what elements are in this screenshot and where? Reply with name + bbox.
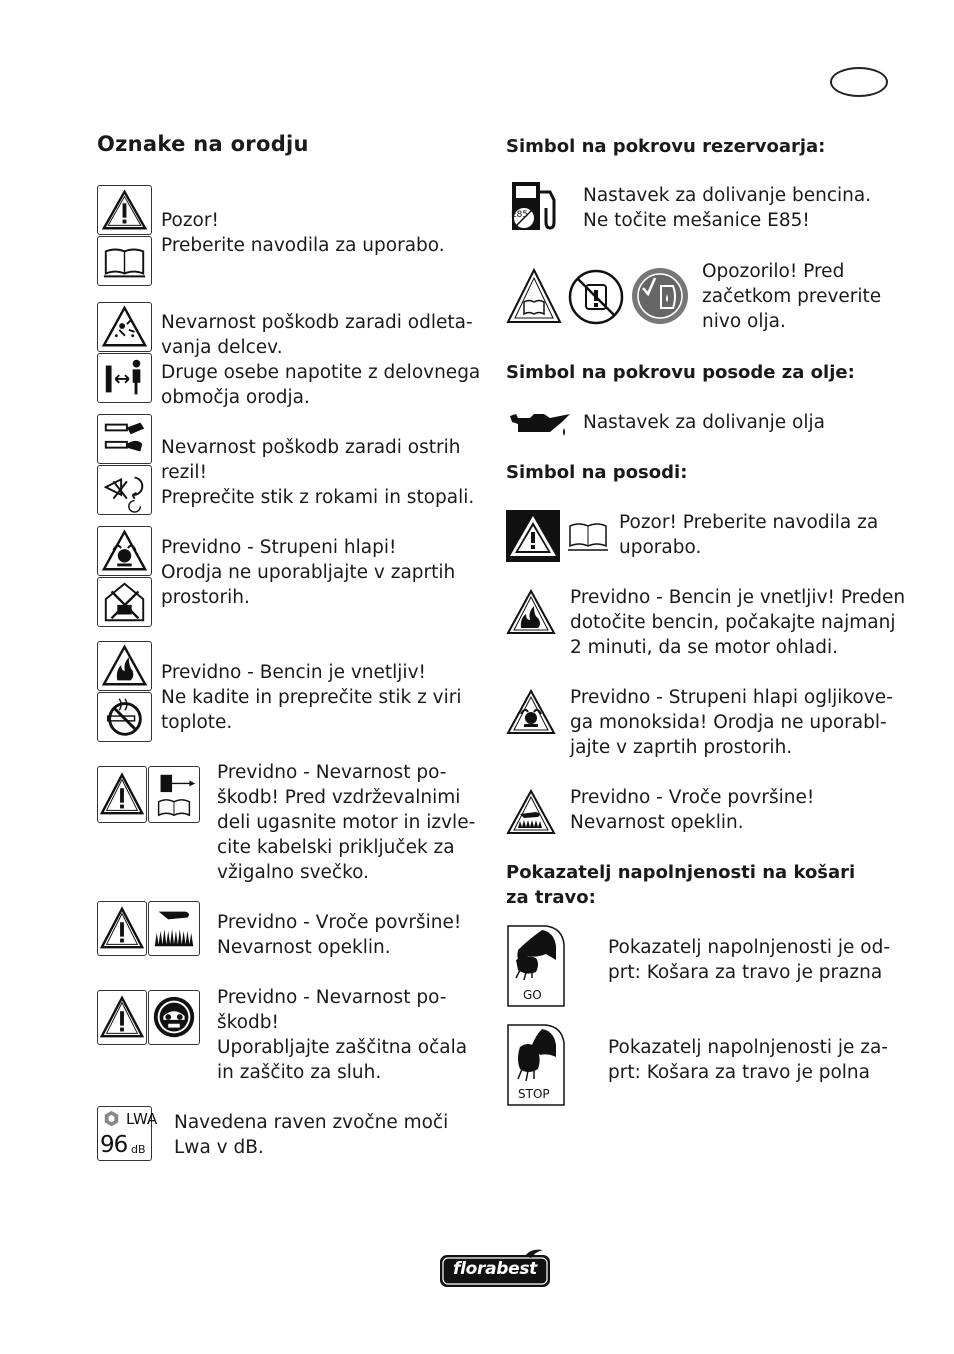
sound-value: 96 (100, 1132, 128, 1158)
section-heading-tank-cap: Simbol na pokrovu rezervoarja: (506, 136, 826, 157)
no-indoor-use-icon (97, 577, 152, 627)
warning-manual-icon (506, 266, 562, 326)
warning-triangle-icon (97, 901, 147, 956)
spark-plug-manual-icon (148, 766, 200, 823)
brand-logo-text: florabest (452, 1259, 537, 1279)
symbol-description: Previdno - Bencin je vnetljiv! Preden dotočite bencin, počakajte najmanj 2 minuti, da se motor ohladi. (570, 587, 906, 658)
section-heading-tool-symbols: Oznake na orodju (97, 132, 309, 156)
symbol-description: Previdno - Strupeni hlapi! Orodja ne uporabljajte v zaprtih prostorih. (161, 537, 456, 608)
symbol-description: Nastavek za dolivanje olja (583, 412, 825, 433)
symbol-description: Nevarnost poškodb zaradi odleta- vanja delcev. Druge osebe napotite z delovnega območja orodja. (161, 312, 481, 408)
fill-indicator-go-label: GO (523, 988, 542, 1002)
section-heading-oil-cap: Simbol na pokrovu posode za olje: (506, 362, 855, 383)
symbol-description: Pozor! Preberite navodila za uporabo. (161, 210, 445, 256)
symbol-description: Previdno - Strupeni hlapi ogljikove- ga monoksida! Orodja ne uporabl- jajte v zaprtih prostorih. (570, 687, 893, 758)
symbol-description: Navedena raven zvočne moči Lwa v dB. (174, 1112, 449, 1158)
symbol-description: Nastavek za dolivanje bencina. Ne točite mešanice E85! (583, 185, 872, 231)
no-smoking-icon (97, 692, 152, 742)
eye-ear-protection-icon (148, 990, 200, 1045)
oil-can-icon (506, 408, 574, 438)
language-badge (830, 67, 888, 97)
warning-triangle-icon (97, 766, 147, 823)
oil-level-check-icon (631, 266, 689, 326)
e85-label: E85 (511, 210, 529, 220)
section-heading-fill-indicator: Pokazatelj napolnjenosti na košari za travo: (506, 862, 856, 908)
sound-unit: dB (131, 1143, 146, 1156)
no-oil-mix-icon (567, 268, 625, 326)
hot-surface-icon (506, 788, 556, 836)
fuel-pump-icon (506, 178, 562, 234)
symbol-description: Nevarnost poškodb zaradi ostrih rezil! Preprečite stik z rokami in stopali. (161, 437, 475, 508)
section-heading-container: Simbol na posodi: (506, 462, 688, 483)
symbol-description: Pozor! Preberite navodila za uporabo. (619, 512, 879, 558)
flying-debris-icon (97, 302, 152, 352)
warning-triangle-icon (506, 510, 560, 562)
symbol-description: Previdno - Vroče površine! Nevarnost opeklin. (217, 912, 462, 958)
hot-surface-icon (148, 901, 200, 956)
blade-foot-icon (97, 465, 152, 515)
symbol-description: Previdno - Nevarnost po- škodb! Pred vzdrževalnimi deli ugasnite motor in izvle- cite kabelski priključek za vžigalno svečko. (217, 762, 476, 883)
flammable-icon (97, 641, 152, 691)
manual-book-icon (566, 520, 610, 554)
symbol-description: Opozorilo! Pred začetkom preverite nivo olja. (702, 261, 882, 332)
symbol-description: Pokazatelj napolnjenosti je za- prt: Košara za travo je polna (608, 1037, 888, 1083)
toxic-fumes-icon (506, 688, 556, 736)
blade-hand-icon (97, 414, 152, 464)
symbol-description: Pokazatelj napolnjenosti je od- prt: Košara za travo je prazna (608, 937, 890, 983)
manual-book-icon (97, 236, 152, 286)
sound-lwa-label: LWA (126, 1110, 158, 1128)
symbol-description: Previdno - Vroče površine! Nevarnost opeklin. (570, 787, 815, 833)
keep-bystanders-away-icon (97, 353, 152, 403)
warning-triangle-icon (97, 990, 147, 1045)
flammable-icon (506, 588, 556, 636)
symbol-description: Previdno - Bencin je vnetljiv! Ne kadite in preprečite stik z viri toplote. (161, 662, 462, 733)
fill-indicator-stop-label: STOP (518, 1087, 550, 1101)
symbol-description: Previdno - Nevarnost po- škodb! Uporabljajte zaščitna očala in zaščito za sluh. (217, 987, 468, 1083)
warning-triangle-icon (97, 185, 152, 235)
toxic-fumes-icon (97, 526, 152, 576)
